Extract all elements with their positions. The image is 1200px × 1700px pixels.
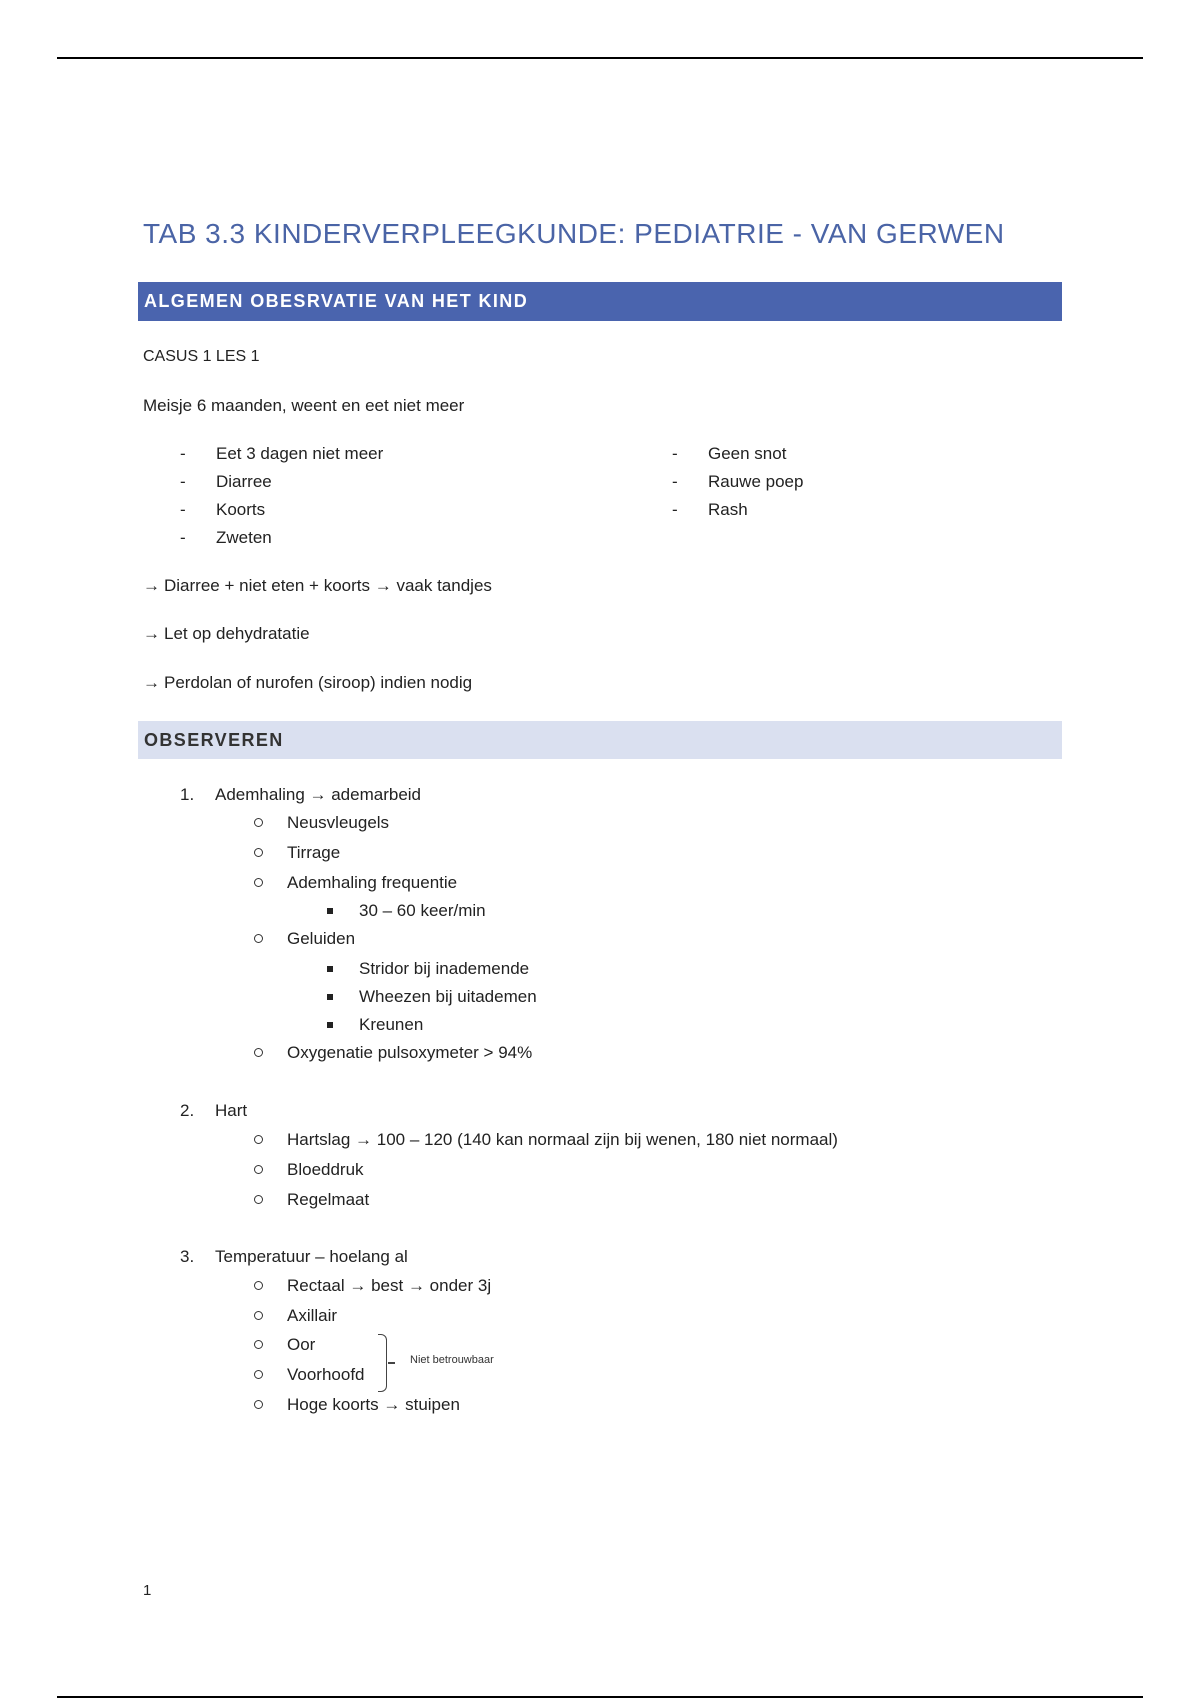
list-item: - Diarree <box>180 468 383 496</box>
sub-item: Axillair <box>287 1306 337 1326</box>
item-label: Hart <box>215 1101 248 1120</box>
dash-bullet: - <box>180 472 186 491</box>
sub-item: Oor <box>287 1335 315 1355</box>
sub-item: Hoge koorts → stuipen <box>287 1395 460 1415</box>
list-item: - Geen snot <box>672 440 803 468</box>
section-heading-observeren: OBSERVEREN <box>138 721 1062 759</box>
list-item: - Rauwe poep <box>672 468 803 496</box>
sub-item: Tirrage <box>287 843 340 863</box>
circle-bullet-icon <box>254 1135 263 1144</box>
bracket-pointer <box>388 1362 395 1364</box>
item-number: 2. <box>180 1101 195 1120</box>
square-bullet-icon <box>327 908 333 914</box>
list-item: - Zweten <box>180 524 383 552</box>
arrow-note: → Let op dehydratatie <box>143 624 310 643</box>
numbered-item-temperatuur <box>180 1247 408 1267</box>
sub-item: Neusvleugels <box>287 813 389 833</box>
arrow-right-icon: → <box>143 673 160 692</box>
circle-bullet-icon <box>254 1340 263 1349</box>
numbered-item-ademhaling <box>180 785 422 805</box>
sub-item: Ademhaling frequentie <box>287 873 457 893</box>
circle-bullet-icon <box>254 1195 263 1204</box>
bracket-icon <box>378 1334 387 1392</box>
sub-sub-item: Stridor bij inademende <box>359 959 529 979</box>
sub-sub-item: Kreunen <box>359 1015 423 1035</box>
item-label: Temperatuur – hoelang al <box>215 1247 408 1266</box>
item-number: 3. <box>180 1247 195 1266</box>
sub-item: Regelmaat <box>287 1190 369 1210</box>
sub-item: Rectaal → best → onder 3j <box>287 1276 491 1296</box>
dash-bullet: - <box>180 500 186 519</box>
circle-bullet-icon <box>254 1370 263 1379</box>
circle-bullet-icon <box>254 1281 263 1290</box>
circle-bullet-icon <box>254 878 263 887</box>
dash-bullet: - <box>672 444 678 463</box>
header-rule <box>57 57 1143 59</box>
sub-item: Voorhoofd <box>287 1365 365 1385</box>
circle-bullet-icon <box>254 934 263 943</box>
circle-bullet-icon <box>254 1311 263 1320</box>
arrow-right-icon: → <box>143 576 160 595</box>
item-number: 1. <box>180 785 195 804</box>
sub-item: Geluiden <box>287 929 355 949</box>
square-bullet-icon <box>327 994 333 1000</box>
list-item: - Eet 3 dagen niet meer <box>180 440 383 468</box>
bracket-note: Niet betrouwbaar <box>410 1354 494 1366</box>
sub-item: Oxygenatie pulsoxymeter > 94% <box>287 1043 532 1063</box>
circle-bullet-icon <box>254 1048 263 1057</box>
symptom-list-right <box>672 440 803 524</box>
document-title: TAB 3.3 KINDERVERPLEEGKUNDE: PEDIATRIE - VAN GERWEN <box>143 218 1005 249</box>
list-item: - Koorts <box>180 496 383 524</box>
casus-intro: Meisje 6 maanden, weent en eet niet meer <box>143 396 465 415</box>
dash-bullet: - <box>672 472 678 491</box>
symptom-list-left <box>180 440 383 552</box>
sub-item: Hartslag → 100 – 120 (140 kan normaal zijn bij wenen, 180 niet normaal) <box>287 1130 838 1150</box>
arrow-right-icon: → <box>143 624 160 643</box>
circle-bullet-icon <box>254 848 263 857</box>
section-heading-algemene-observatie: ALGEMEN OBESRVATIE VAN HET KIND <box>138 282 1062 321</box>
circle-bullet-icon <box>254 1165 263 1174</box>
dash-bullet: - <box>180 528 186 547</box>
dash-bullet: - <box>672 500 678 519</box>
list-item: - Rash <box>672 496 803 524</box>
arrow-note: → Perdolan of nurofen (siroop) indien nodig <box>143 673 473 692</box>
square-bullet-icon <box>327 966 333 972</box>
footer-rule <box>57 1696 1143 1698</box>
sub-sub-item: Wheezen bij uitademen <box>359 987 537 1007</box>
item-label: Ademhaling → ademarbeid <box>215 785 422 804</box>
arrow-note: → Diarree + niet eten + koorts → vaak tandjes <box>143 576 492 595</box>
numbered-item-hart <box>180 1101 248 1121</box>
circle-bullet-icon <box>254 1400 263 1409</box>
dash-bullet: - <box>180 444 186 463</box>
sub-sub-item: 30 – 60 keer/min <box>359 901 486 921</box>
circle-bullet-icon <box>254 818 263 827</box>
page-number: 1 <box>143 1582 152 1599</box>
casus-label: CASUS 1 LES 1 <box>143 348 260 365</box>
sub-item: Bloeddruk <box>287 1160 364 1180</box>
square-bullet-icon <box>327 1022 333 1028</box>
